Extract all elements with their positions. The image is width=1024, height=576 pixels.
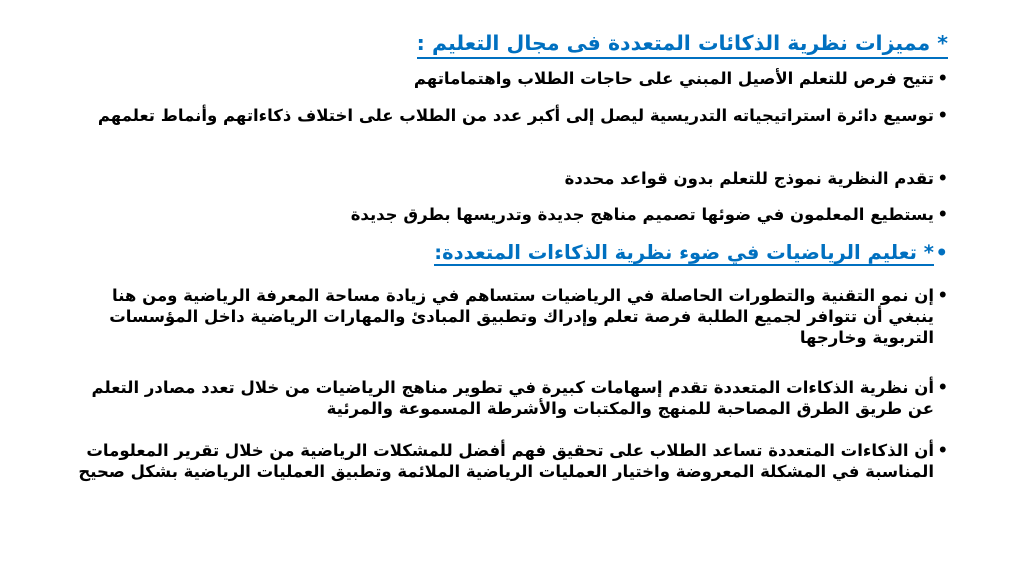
bullet-item: • أن الذكاءات المتعددة تساعد الطلاب على تحقيق فهم أفضل للمشكلات الرياضية من خلال تقرير المعلومات المناسبة في المشكلة المعروضة واختيار العمليات الرياضية الملائمة وتطبيق العمليات الرياضية بشكل صحيح bbox=[70, 440, 948, 482]
bullet-item: • تتيح فرص للتعلم الأصيل المبني على حاجات الطلاب واهتماماتهم bbox=[70, 68, 948, 89]
section-heading-features bbox=[70, 30, 948, 59]
bullet-item: • إن نمو التقنية والتطورات الحاصلة في الرياضيات ستساهم في زيادة مساحة المعرفة الرياضية ومن هنا ينبغي أن تتوافر لجميع الطلبة فرصة تعلم وإدراك وتطبيق المبادئ والمهارات الرياضية داخل المؤسسات التربوية وخارجها bbox=[70, 285, 948, 348]
bullet-item: • تقدم النظرية نموذج للتعلم بدون قواعد محددة bbox=[70, 168, 948, 189]
bullet-item: • أن نظرية الذكاءات المتعددة تقدم إسهامات كبيرة في تطوير مناهج الرياضيات من خلال تعدد مصادر التعلم عن طريق الطرق المصاحبة للمنهج والمكتبات والأشرطة المسموعة والمرئية bbox=[70, 377, 948, 419]
bullet-item: • يستطيع المعلمون في ضوئها تصميم مناهج جديدة وتدريسها بطرق جديدة bbox=[70, 204, 948, 225]
heading-text: * تعليم الرياضيات في ضوء نظرية الذكاءات المتعددة: bbox=[434, 241, 934, 264]
bullet-item: • توسيع دائرة استراتيجياته التدريسية ليصل إلى أكبر عدد من الطلاب على اختلاف ذكاءاتهم وأنماط تعلمهم bbox=[70, 105, 948, 126]
section-heading-math bbox=[70, 241, 948, 265]
heading-text: * مميزات نظرية الذكائات المتعددة فى مجال التعليم : bbox=[417, 30, 948, 59]
